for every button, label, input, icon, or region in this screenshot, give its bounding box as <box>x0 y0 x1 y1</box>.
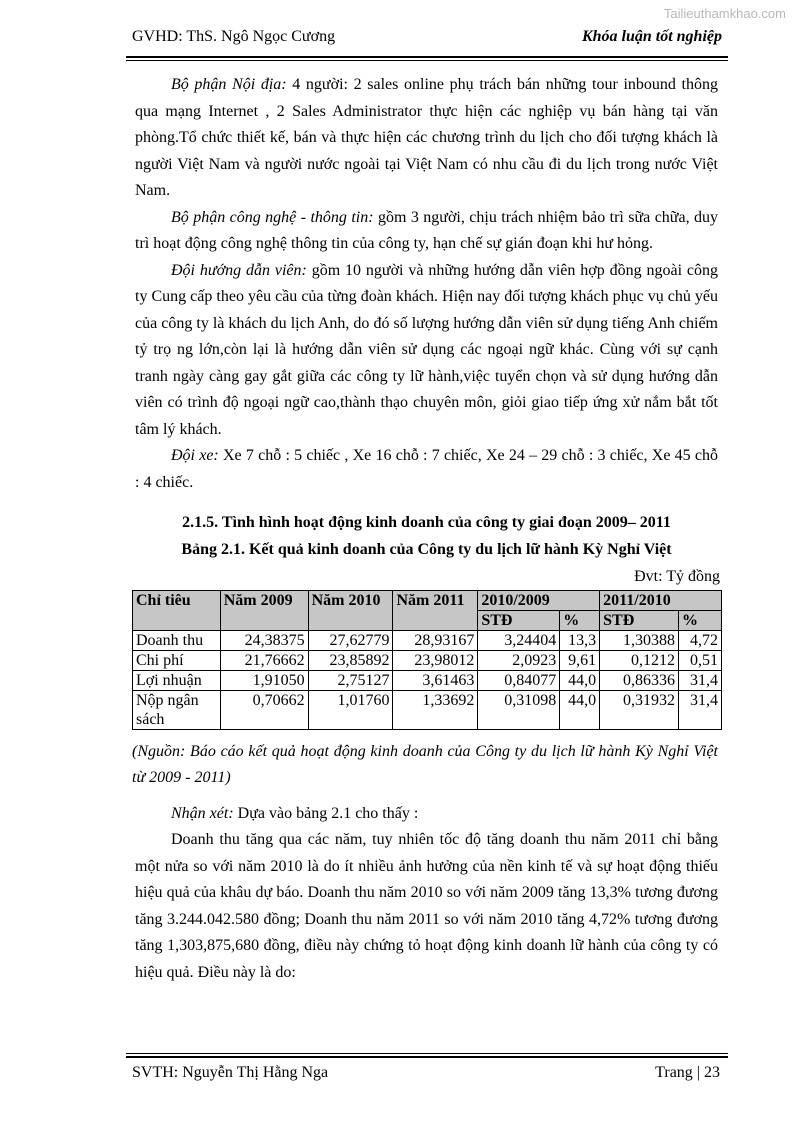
table-title: Bảng 2.1. Kết quả kinh doanh của Công ty du lịch lữ hành Kỳ Nghỉ Việt <box>181 541 672 558</box>
table-cell: 44,0 <box>560 691 600 730</box>
header-absolute-change: STĐ <box>478 611 560 631</box>
section-title: 2.1.5. Tình hình hoạt động kinh doanh của công ty giai đoạn 2009– 2011 <box>182 514 671 531</box>
page-number: Trang | 23 <box>655 1064 720 1081</box>
table-cell: 2,75127 <box>308 671 393 691</box>
table-cell: 3,61463 <box>393 671 478 691</box>
table-cell: 2,0923 <box>478 651 560 671</box>
table-row <box>133 651 722 671</box>
table-cell: 0,1212 <box>600 651 679 671</box>
header-indicator: Chỉ tiêu <box>133 591 221 631</box>
table-row <box>133 691 722 730</box>
table-cell: 0,70662 <box>220 691 308 730</box>
row-label: Nộp ngân sách <box>133 691 221 730</box>
table-cell: 9,61 <box>560 651 600 671</box>
header-compare-2011-2010: 2011/2010 <box>600 591 722 611</box>
paragraph-text: gồm 3 người, chịu trách nhiệm bảo trì sữa chữa, duy trì hoạt động công nghệ thông tin của công ty, hạn chế sự gián đoạn khi hư hỏng. <box>135 208 719 252</box>
paragraph-it-dept <box>135 205 718 258</box>
table-cell: 23,85892 <box>308 651 393 671</box>
table-cell: 31,4 <box>679 691 722 730</box>
business-results-table <box>132 590 722 730</box>
table-cell: 1,91050 <box>220 671 308 691</box>
table-cell: 0,31098 <box>478 691 560 730</box>
header-percent-change: % <box>560 611 600 631</box>
table-cell: 44,0 <box>560 671 600 691</box>
paragraph-text: Xe 7 chỗ : 5 chiếc , Xe 16 chỗ : 7 chiếc, Xe 24 – 29 chỗ : 3 chiếc, Xe 45 chỗ : 4 chiếc. <box>135 447 718 491</box>
table-cell: 1,33692 <box>393 691 478 730</box>
table-row <box>133 631 722 651</box>
paragraph-guide-team <box>135 258 718 444</box>
remark-line <box>135 801 718 827</box>
watermark: Tailieuthamkhao.com <box>663 6 786 21</box>
header-rule-thin <box>126 60 728 61</box>
header-title: Khóa luận tốt nghiệp <box>581 28 722 45</box>
paragraph-text: 4 người: 2 sales online phụ trách bán những tour inbound thông qua mạng Internet , 2 Sales Administrator thực hiện các nghiệp vụ bán hàng tại văn phòng.Tổ chức thiết kế, bán và thực hiện các chương trình du lịch cho đối tượng khách là người Việt Nam và người nước ngoài tại Việt Nam có nhu cầu đi du lịch trong nước Việt Nam. <box>135 76 718 199</box>
remark-text: Dựa vào bảng 2.1 cho thấy : <box>233 805 419 822</box>
table-cell: 3,24404 <box>478 631 560 651</box>
header-absolute-change: STĐ <box>600 611 679 631</box>
header-percent-change: % <box>679 611 722 631</box>
header-year-2010: Năm 2010 <box>308 591 393 631</box>
table-cell: 4,72 <box>679 631 722 651</box>
table-cell: 0,31932 <box>600 691 679 730</box>
table-row <box>133 671 722 691</box>
paragraph-label: Bộ phận công nghệ - thông tin: <box>171 208 374 226</box>
paragraph-domestic-dept <box>135 72 718 205</box>
table-cell: 0,84077 <box>478 671 560 691</box>
table-cell: 23,98012 <box>393 651 478 671</box>
paragraph-analysis: Doanh thu tăng qua các năm, tuy nhiên tốc độ tăng doanh thu năm 2011 chỉ bằng một nửa so với năm 2010 là do ít nhiều ảnh hưởng của nền kinh tế và sự hoạt động thiếu hiệu quả của khâu dự báo. Doanh thu năm 2010 so với năm 2009 tăng 13,3% tương đương tăng 3.244.042.580 đồng; Doanh thu năm 2011 so với năm 2010 tăng 4,72% tương đương tăng 1,303,875,680 đồng, điều này chứng tỏ hoạt động kinh doanh lữ hành của công ty có hiệu quả. Điều này là do: <box>135 831 718 981</box>
paragraph-text: gồm 10 người và những hướng dẫn viên hợp đồng ngoài công ty Cung cấp theo yêu cầu của từng đoàn khách. Hiện nay đối tượng khách phục vụ chủ yếu của công ty là khách du lịch Anh, do đó số lượng hướng dẫn viên sử dụng tiếng Anh chiếm tỷ trọ ng lớn,còn lại là hướng dẫn viên sử dụng các ngoại ngữ khác. Cùng với sự cạnh tranh ngày càng gay gắt giữa các công ty lữ hành,việc tuyển chọn và sử dụng hướng dẫn viên có trình độ ngoại ngữ cao,thành thạo chuyên môn, giỏi giao tiếp ứng xử nắm bắt tốt tâm lý khách. <box>135 261 718 438</box>
table-cell: 1,01760 <box>308 691 393 730</box>
table-cell: 27,62779 <box>308 631 393 651</box>
table-cell: 0,86336 <box>600 671 679 691</box>
header-rule-thick <box>126 56 728 58</box>
table-cell: 0,51 <box>679 651 722 671</box>
table-cell: 13,3 <box>560 631 600 651</box>
table-cell: 21,76662 <box>220 651 308 671</box>
footer-rule-thin <box>126 1053 728 1054</box>
remark-label: Nhận xét: <box>171 805 234 822</box>
table-cell: 31,4 <box>679 671 722 691</box>
table-source-note: (Nguồn: Báo cáo kết quả hoạt động kinh doanh của Công ty du lịch lữ hành Kỳ Nghỉ Việt từ 2009 - 2011) <box>132 743 718 786</box>
table-cell: 24,38375 <box>220 631 308 651</box>
row-label: Chi phí <box>133 651 221 671</box>
row-label: Doanh thu <box>133 631 221 651</box>
page-header <box>132 28 722 46</box>
page-footer <box>132 1064 720 1082</box>
paragraph-label: Đội hướng dẫn viên: <box>171 261 307 279</box>
footer-rule-thick <box>126 1056 728 1058</box>
table-cell: 28,93167 <box>393 631 478 651</box>
footer-student: SVTH: Nguyễn Thị Hằng Nga <box>132 1064 329 1081</box>
header-compare-2010-2009: 2010/2009 <box>478 591 600 611</box>
table-cell: 1,30388 <box>600 631 679 651</box>
table-header-row <box>133 591 722 611</box>
header-year-2011: Năm 2011 <box>393 591 478 631</box>
paragraph-label: Đội xe: <box>171 447 219 464</box>
table-unit: Đvt: Tỷ đồng <box>634 568 720 585</box>
paragraph-label: Bộ phận Nội địa: <box>171 76 287 93</box>
paragraph-vehicle-team <box>135 443 718 496</box>
header-advisor: GVHD: ThS. Ngô Ngọc Cương <box>132 28 336 45</box>
row-label: Lợi nhuận <box>133 671 221 691</box>
header-year-2009: Năm 2009 <box>220 591 308 631</box>
page-body <box>132 72 720 986</box>
